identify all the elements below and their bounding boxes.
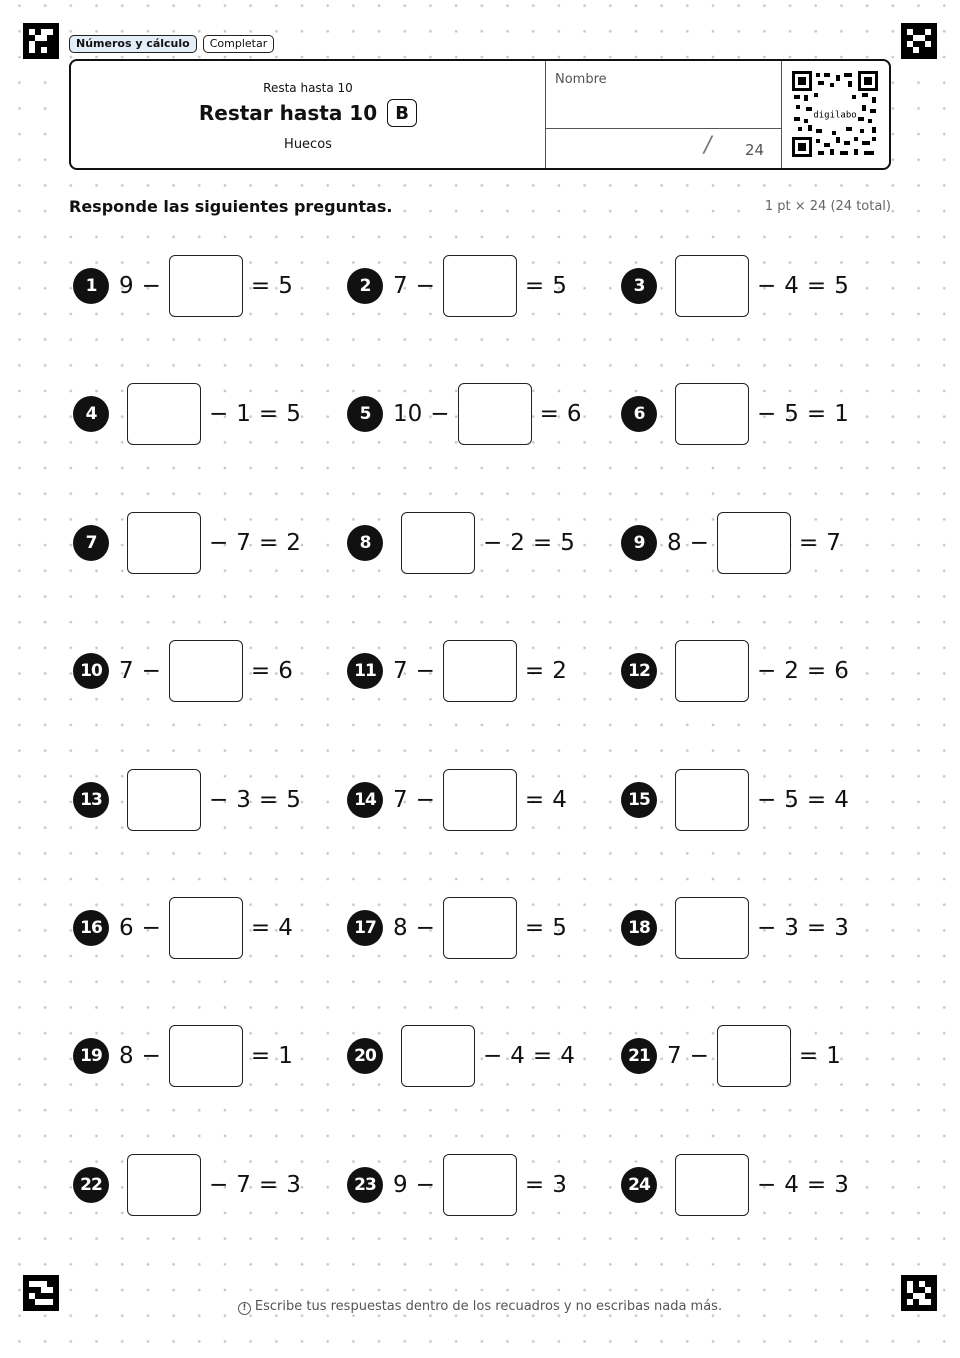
operand: 2 bbox=[510, 530, 525, 556]
minus-sign: − bbox=[415, 1172, 435, 1198]
problem-number-badge: 20 bbox=[347, 1038, 383, 1074]
minus-sign: − bbox=[141, 658, 161, 684]
operand: 5 bbox=[784, 787, 799, 813]
operand: 3 bbox=[784, 915, 799, 941]
operand: 4 bbox=[784, 273, 799, 299]
equals-sign: = bbox=[250, 273, 271, 299]
score-total: 24 bbox=[745, 141, 765, 159]
operand: 9 bbox=[119, 273, 134, 299]
footer-text: Escribe tus respuestas dentro de los recuadros y no escribas nada más. bbox=[254, 1299, 723, 1314]
operand: 3 bbox=[236, 787, 251, 813]
problem-expression bbox=[119, 383, 301, 445]
equals-sign: = bbox=[532, 530, 553, 556]
equals-sign: = bbox=[539, 401, 559, 427]
problem-17 bbox=[347, 897, 567, 959]
problem-number-badge: 11 bbox=[347, 653, 383, 689]
result-value: 4 bbox=[560, 1043, 575, 1069]
problem-expression bbox=[393, 512, 575, 574]
result-value: 3 bbox=[286, 1172, 301, 1198]
equals-sign: = bbox=[524, 273, 545, 299]
operand: 1 bbox=[236, 401, 251, 427]
result-value: 5 bbox=[560, 530, 575, 556]
answer-box[interactable] bbox=[443, 640, 517, 702]
answer-box[interactable] bbox=[443, 897, 517, 959]
equals-sign: = bbox=[524, 1172, 545, 1198]
equals-sign: = bbox=[798, 530, 819, 556]
name-label: Nombre bbox=[555, 72, 607, 87]
level-badge: B bbox=[387, 99, 417, 127]
footer-note bbox=[0, 1299, 960, 1315]
title-row bbox=[71, 99, 545, 127]
answer-box[interactable] bbox=[717, 512, 791, 574]
points-info: 1 pt × 24 (24 total) bbox=[764, 199, 891, 214]
answer-box[interactable] bbox=[127, 512, 201, 574]
result-value: 5 bbox=[552, 915, 567, 941]
problem-expression bbox=[667, 1154, 849, 1216]
answer-box[interactable] bbox=[675, 769, 749, 831]
problem-3 bbox=[621, 255, 849, 317]
problem-number-badge: 24 bbox=[621, 1167, 657, 1203]
problem-number-badge: 4 bbox=[73, 396, 109, 432]
operand: 2 bbox=[784, 658, 799, 684]
problem-number-badge: 7 bbox=[73, 525, 109, 561]
worksheet-header bbox=[69, 59, 891, 170]
minus-sign: − bbox=[209, 1172, 229, 1198]
problem-number-badge: 8 bbox=[347, 525, 383, 561]
equals-sign: = bbox=[806, 1172, 827, 1198]
problem-20 bbox=[347, 1025, 575, 1087]
operand: 10 bbox=[393, 401, 423, 427]
result-value: 4 bbox=[278, 915, 293, 941]
answer-box[interactable] bbox=[401, 512, 475, 574]
problem-6 bbox=[621, 383, 849, 445]
result-value: 3 bbox=[834, 1172, 849, 1198]
score-slash: / bbox=[704, 133, 712, 158]
answer-box[interactable] bbox=[401, 1025, 475, 1087]
problem-number-badge: 3 bbox=[621, 268, 657, 304]
answer-box[interactable] bbox=[675, 383, 749, 445]
tag-list bbox=[69, 35, 274, 53]
result-value: 5 bbox=[552, 273, 567, 299]
answer-box[interactable] bbox=[169, 255, 243, 317]
problem-expression bbox=[393, 640, 567, 702]
minus-sign: − bbox=[141, 1043, 161, 1069]
equals-sign: = bbox=[524, 915, 545, 941]
operand: 9 bbox=[393, 1172, 408, 1198]
minus-sign: − bbox=[483, 1043, 503, 1069]
minus-sign: − bbox=[415, 787, 435, 813]
operand: 7 bbox=[393, 273, 408, 299]
problem-number-badge: 1 bbox=[73, 268, 109, 304]
result-value: 5 bbox=[834, 273, 849, 299]
result-value: 1 bbox=[826, 1043, 841, 1069]
minus-sign: − bbox=[757, 273, 777, 299]
equals-sign: = bbox=[258, 530, 279, 556]
result-value: 2 bbox=[286, 530, 301, 556]
equals-sign: = bbox=[258, 401, 279, 427]
operand: 8 bbox=[119, 1043, 134, 1069]
problem-7 bbox=[73, 512, 301, 574]
equals-sign: = bbox=[806, 401, 827, 427]
minus-sign: − bbox=[415, 915, 435, 941]
problem-number-badge: 16 bbox=[73, 910, 109, 946]
equals-sign: = bbox=[258, 1172, 279, 1198]
minus-sign: − bbox=[415, 658, 435, 684]
equals-sign: = bbox=[806, 915, 827, 941]
minus-sign: − bbox=[430, 401, 450, 427]
equals-sign: = bbox=[806, 273, 827, 299]
problem-21 bbox=[621, 1025, 841, 1087]
operand: 5 bbox=[784, 401, 799, 427]
problem-18 bbox=[621, 897, 849, 959]
result-value: 1 bbox=[278, 1043, 293, 1069]
problem-4 bbox=[73, 383, 301, 445]
result-value: 5 bbox=[286, 787, 301, 813]
problem-expression bbox=[119, 512, 301, 574]
minus-sign: − bbox=[689, 1043, 709, 1069]
name-score-section bbox=[546, 61, 782, 168]
operand: 6 bbox=[119, 915, 134, 941]
problem-19 bbox=[73, 1025, 293, 1087]
problem-number-badge: 15 bbox=[621, 782, 657, 818]
minus-sign: − bbox=[689, 530, 709, 556]
problem-12 bbox=[621, 640, 849, 702]
answer-box[interactable] bbox=[443, 1154, 517, 1216]
problem-expression bbox=[119, 769, 301, 831]
result-value: 4 bbox=[834, 787, 849, 813]
problem-expression bbox=[667, 1025, 841, 1087]
minus-sign: − bbox=[757, 658, 777, 684]
problem-expression bbox=[393, 1154, 567, 1216]
result-value: 6 bbox=[834, 658, 849, 684]
name-divider bbox=[546, 128, 781, 129]
operand: 7 bbox=[393, 658, 408, 684]
answer-box[interactable] bbox=[458, 383, 532, 445]
result-value: 6 bbox=[566, 401, 582, 427]
answer-box[interactable] bbox=[675, 255, 749, 317]
problem-expression bbox=[667, 769, 849, 831]
minus-sign: − bbox=[757, 787, 777, 813]
minus-sign: − bbox=[483, 530, 503, 556]
problem-number-badge: 21 bbox=[621, 1038, 657, 1074]
problem-23 bbox=[347, 1154, 567, 1216]
answer-box[interactable] bbox=[169, 640, 243, 702]
operand: 4 bbox=[510, 1043, 525, 1069]
minus-sign: − bbox=[757, 1172, 777, 1198]
answer-box[interactable] bbox=[675, 640, 749, 702]
problem-number-badge: 6 bbox=[621, 396, 657, 432]
qr-code-icon bbox=[792, 71, 878, 157]
equals-sign: = bbox=[524, 787, 545, 813]
problem-expression bbox=[119, 640, 293, 702]
result-value: 4 bbox=[552, 787, 567, 813]
fiducial-marker-top-left bbox=[23, 23, 59, 59]
problem-number-badge: 19 bbox=[73, 1038, 109, 1074]
equals-sign: = bbox=[806, 658, 827, 684]
problem-9 bbox=[621, 512, 841, 574]
operand: 8 bbox=[667, 530, 682, 556]
minus-sign: − bbox=[141, 273, 161, 299]
answer-box[interactable] bbox=[127, 769, 201, 831]
result-value: 3 bbox=[834, 915, 849, 941]
instruction-text: Responde las siguientes preguntas. bbox=[69, 197, 393, 216]
problem-number-badge: 13 bbox=[73, 782, 109, 818]
problem-number-badge: 23 bbox=[347, 1167, 383, 1203]
problem-22 bbox=[73, 1154, 301, 1216]
result-value: 5 bbox=[278, 273, 293, 299]
problem-expression bbox=[119, 897, 293, 959]
problem-expression bbox=[667, 383, 849, 445]
answer-box[interactable] bbox=[127, 383, 201, 445]
worksheet-title: Restar hasta 10 bbox=[198, 101, 378, 125]
problem-number-badge: 18 bbox=[621, 910, 657, 946]
result-value: 7 bbox=[826, 530, 841, 556]
problem-number-badge: 2 bbox=[347, 268, 383, 304]
problem-number-badge: 14 bbox=[347, 782, 383, 818]
problem-14 bbox=[347, 769, 567, 831]
problem-number-badge: 17 bbox=[347, 910, 383, 946]
problem-number-badge: 12 bbox=[621, 653, 657, 689]
problem-number-badge: 10 bbox=[73, 653, 109, 689]
equals-sign: = bbox=[532, 1043, 553, 1069]
problem-expression bbox=[119, 1025, 293, 1087]
minus-sign: − bbox=[141, 915, 161, 941]
problem-number-badge: 9 bbox=[621, 525, 657, 561]
operand: 7 bbox=[236, 1172, 251, 1198]
problem-2 bbox=[347, 255, 567, 317]
title-section bbox=[71, 61, 546, 168]
minus-sign: − bbox=[209, 787, 229, 813]
equals-sign: = bbox=[250, 1043, 271, 1069]
equals-sign: = bbox=[798, 1043, 819, 1069]
problem-number-badge: 22 bbox=[73, 1167, 109, 1203]
result-value: 3 bbox=[552, 1172, 567, 1198]
result-value: 2 bbox=[552, 658, 567, 684]
equals-sign: = bbox=[806, 787, 827, 813]
problem-24 bbox=[621, 1154, 849, 1216]
worksheet-subtitle: Resta hasta 10 bbox=[263, 81, 353, 95]
problem-13 bbox=[73, 769, 301, 831]
problem-16 bbox=[73, 897, 293, 959]
answer-box[interactable] bbox=[675, 1154, 749, 1216]
equals-sign: = bbox=[250, 658, 271, 684]
answer-box[interactable] bbox=[443, 255, 517, 317]
operand: 4 bbox=[784, 1172, 799, 1198]
worksheet-category: Huecos bbox=[284, 137, 332, 152]
problem-expression bbox=[667, 512, 841, 574]
problem-expression bbox=[393, 383, 581, 445]
operand: 8 bbox=[393, 915, 408, 941]
operand: 7 bbox=[236, 530, 251, 556]
problem-expression bbox=[393, 897, 567, 959]
result-value: 1 bbox=[834, 401, 849, 427]
minus-sign: − bbox=[757, 915, 777, 941]
qr-code-label: digilabo bbox=[813, 110, 857, 121]
answer-box[interactable] bbox=[675, 897, 749, 959]
equals-sign: = bbox=[524, 658, 545, 684]
answer-box[interactable] bbox=[169, 1025, 243, 1087]
minus-sign: − bbox=[209, 530, 229, 556]
operand: 7 bbox=[119, 658, 134, 684]
minus-sign: − bbox=[757, 401, 777, 427]
problem-expression bbox=[393, 1025, 575, 1087]
equals-sign: = bbox=[250, 915, 271, 941]
problem-expression bbox=[667, 897, 849, 959]
answer-box[interactable] bbox=[717, 1025, 791, 1087]
problem-11 bbox=[347, 640, 567, 702]
equals-sign: = bbox=[258, 787, 279, 813]
problem-expression bbox=[393, 255, 567, 317]
problem-1 bbox=[73, 255, 293, 317]
problem-expression bbox=[393, 769, 567, 831]
operand: 7 bbox=[393, 787, 408, 813]
qr-code-section bbox=[782, 61, 889, 168]
problem-expression bbox=[119, 255, 293, 317]
problem-5 bbox=[347, 383, 581, 445]
problem-10 bbox=[73, 640, 293, 702]
fiducial-marker-top-right bbox=[901, 23, 937, 59]
answer-box[interactable] bbox=[169, 897, 243, 959]
tag-complete: Completar bbox=[203, 35, 275, 53]
operand: 7 bbox=[667, 1043, 682, 1069]
result-value: 6 bbox=[278, 658, 293, 684]
problem-15 bbox=[621, 769, 849, 831]
warning-icon: ! bbox=[238, 1302, 251, 1315]
problem-expression bbox=[667, 640, 849, 702]
problem-expression bbox=[667, 255, 849, 317]
minus-sign: − bbox=[209, 401, 229, 427]
problem-8 bbox=[347, 512, 575, 574]
tag-numbers-calculation: Números y cálculo bbox=[69, 35, 197, 53]
answer-box[interactable] bbox=[443, 769, 517, 831]
result-value: 5 bbox=[286, 401, 301, 427]
minus-sign: − bbox=[415, 273, 435, 299]
answer-box[interactable] bbox=[127, 1154, 201, 1216]
problem-expression bbox=[119, 1154, 301, 1216]
problem-number-badge: 5 bbox=[347, 396, 383, 432]
